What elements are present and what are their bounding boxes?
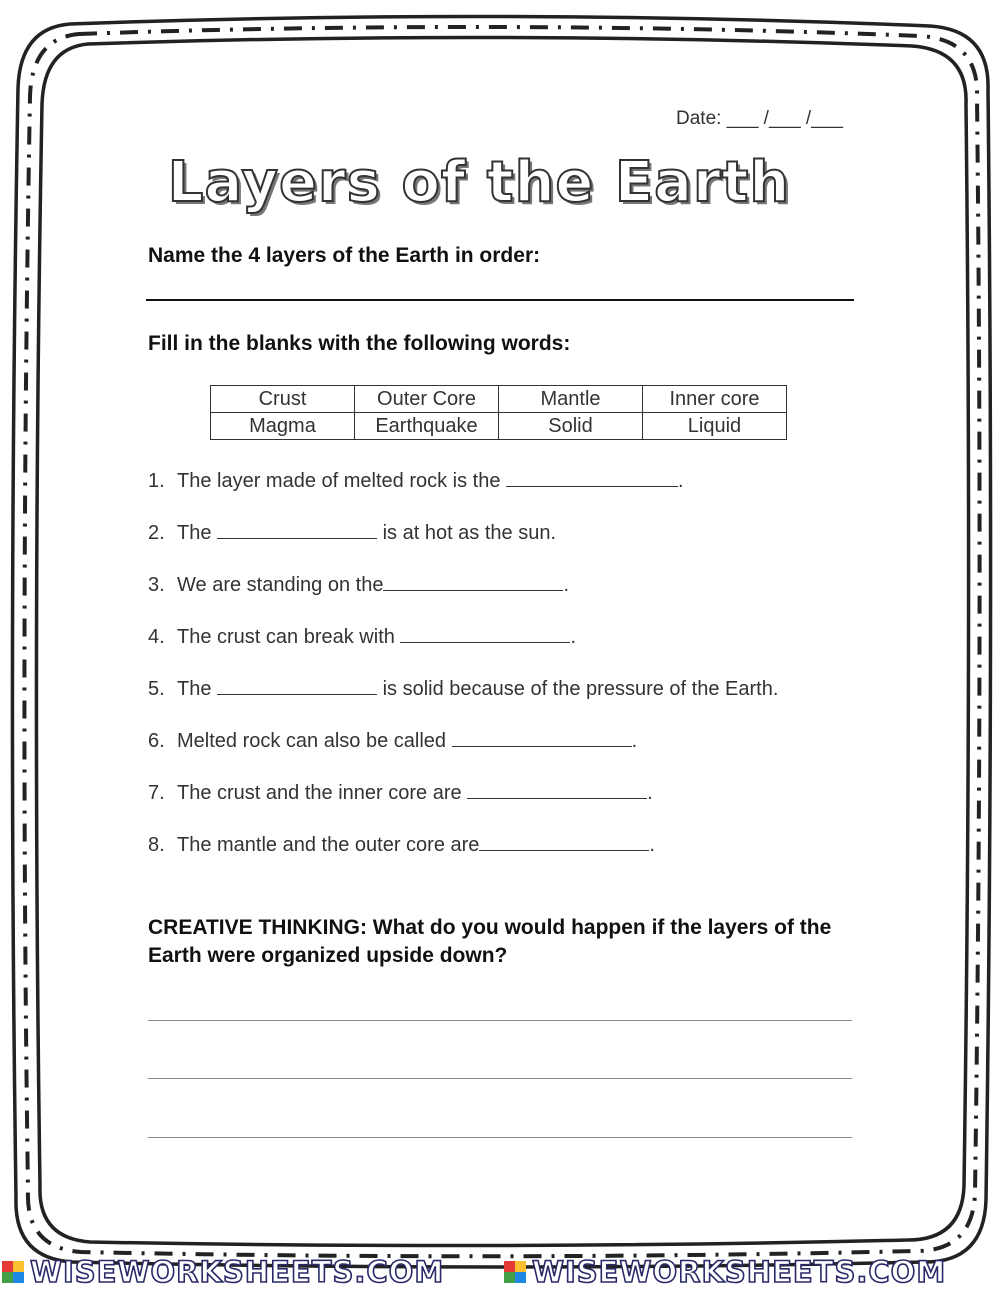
- answer-blank-1[interactable]: [506, 470, 678, 487]
- answer-blank-4[interactable]: [400, 626, 570, 643]
- watermark-footer: [0, 1255, 1000, 1289]
- item-text-after: .: [631, 730, 638, 752]
- fill-item-6: [148, 730, 637, 753]
- writing-line[interactable]: [148, 1020, 852, 1021]
- word-bank-cell: Outer Core: [355, 386, 499, 413]
- item-number: 8.: [148, 834, 165, 856]
- item-text-after: is at hot as the sun.: [377, 522, 557, 544]
- item-text-before: Melted rock can also be called: [177, 730, 452, 752]
- item-text-after: .: [647, 782, 653, 804]
- answer-blank-2[interactable]: [217, 522, 377, 539]
- answer-blank-8[interactable]: [479, 834, 649, 851]
- word-bank-cell: Magma: [211, 413, 355, 440]
- word-bank-row: [211, 413, 787, 440]
- answer-blank-7[interactable]: [467, 782, 647, 799]
- item-text-before: We are standing on the: [177, 574, 384, 596]
- word-bank-cell: Mantle: [499, 386, 643, 413]
- item-number: 7.: [148, 782, 165, 804]
- q1-answer-line[interactable]: [146, 299, 854, 301]
- word-bank-cell: Inner core: [643, 386, 787, 413]
- item-text-after: .: [649, 834, 655, 856]
- word-bank-cell: Liquid: [643, 413, 787, 440]
- item-text-after: .: [570, 626, 576, 648]
- word-bank-row: [211, 386, 787, 413]
- date-field: Date: ___ /___ /___: [676, 108, 843, 129]
- fill-item-8: [148, 834, 655, 857]
- item-number: 6.: [148, 730, 165, 752]
- footer-watermark-text: WISEWORKSHEETS.COM: [30, 1255, 445, 1289]
- q2-heading: Fill in the blanks with the following words:: [148, 332, 571, 355]
- item-text-before: The crust can break with: [177, 626, 401, 648]
- item-text-after: .: [678, 470, 684, 492]
- item-number: 2.: [148, 522, 165, 544]
- q1-heading: Name the 4 layers of the Earth in order:: [148, 244, 541, 267]
- fill-item-1: [148, 470, 684, 493]
- wiseworksheets-logo-icon: [504, 1261, 526, 1283]
- fill-item-3: [148, 574, 569, 597]
- footer-logo-block: [504, 1255, 946, 1289]
- word-bank-cell: Crust: [211, 386, 355, 413]
- item-number: 1.: [148, 470, 165, 492]
- answer-blank-5[interactable]: [217, 678, 377, 695]
- footer-logo-block: [2, 1255, 444, 1289]
- item-text-before: The mantle and the outer core are: [177, 834, 480, 856]
- word-bank-cell: Solid: [499, 413, 643, 440]
- fill-item-2: [148, 522, 556, 545]
- footer-watermark-text: WISEWORKSHEETS.COM: [532, 1255, 947, 1289]
- item-text-after: is solid because of the pressure of the Earth.: [377, 678, 779, 700]
- item-text-before: The crust and the inner core are: [177, 782, 468, 804]
- fill-item-5: [148, 678, 778, 701]
- item-number: 5.: [148, 678, 165, 700]
- item-number: 4.: [148, 626, 165, 648]
- fill-item-4: [148, 626, 576, 649]
- item-text-before: The: [177, 678, 218, 700]
- item-number: 3.: [148, 574, 165, 596]
- writing-line[interactable]: [148, 1137, 852, 1138]
- word-bank-cell: Earthquake: [355, 413, 499, 440]
- item-text-before: The: [177, 522, 218, 544]
- item-text-after: .: [563, 574, 569, 596]
- wiseworksheets-logo-icon: [2, 1261, 24, 1283]
- writing-line[interactable]: [148, 1078, 852, 1079]
- answer-blank-3[interactable]: [383, 574, 563, 591]
- page-title: Layers of the Earth: [167, 150, 791, 215]
- item-text-before: The layer made of melted rock is the: [177, 470, 507, 492]
- creative-thinking-prompt: CREATIVE THINKING: What do you would happen if the layers of the Earth were organized upside down?: [148, 916, 832, 967]
- answer-blank-6[interactable]: [452, 730, 632, 747]
- word-bank-table: [210, 385, 787, 440]
- fill-item-7: [148, 782, 653, 805]
